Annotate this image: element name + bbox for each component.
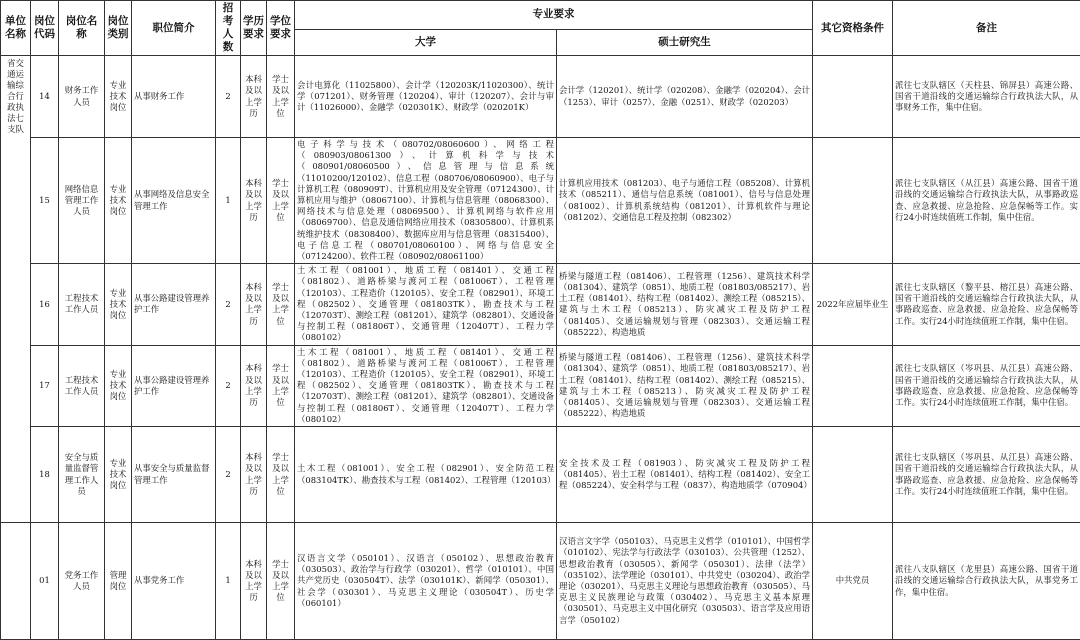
header-post-type: 岗位类别 [105,1,132,56]
undergrad-major-cell: 土木工程（081001）、地质工程（081401）、交通工程（081802）、道路桥梁与渡河工程（081006T）、工程管理（120103）、工程造价（120105）、安全工程（082901）、环境工程（082502）、交通管理（081803TK）、勘查技术与工程（120703T）、测绘工程（081201）、建筑学（082801）、交通设备与控制工程（081806T）、交通管理（120407T）、工程力学（080102） [295,264,557,345]
recruit-count-cell: 2 [216,56,241,138]
post-code-cell: 14 [31,56,59,138]
post-name-cell: 网络信息管理工作人员 [59,138,105,264]
master-major-cell: 桥梁与隧道工程（081406）、工程管理（1256）、建筑技术科学（081304）、建筑学（0851）、地质工程（081803/085217）、岩土工程（081401）、结构工程（081402）、测绘工程（085215）、建筑与土木工程（085213）、防灾减灾工程及防护工程（081405）、交通运输规划与管理（082303）、交通运输工程（085222）、构造地质 [557,264,813,345]
header-major-requirements: 专业要求 [295,1,813,30]
post-type-cell: 专业技术岗位 [105,264,132,345]
degree-cell: 学士及以上学位 [267,345,295,426]
education-cell: 本科及以上学历 [241,264,267,345]
header-post-code: 岗位代码 [31,1,59,56]
post-code-cell: 17 [31,345,59,426]
degree-cell: 学士及以上学位 [267,56,295,138]
other-qualification-cell [813,345,893,426]
degree-cell: 学士及以上学位 [267,264,295,345]
remarks-cell: 派往七支队辖区（从江县）高速公路、国省干道沿线的交通运输综合行政执法大队，从事路政巡查、应急救援、应急抢险、应急保畅等工作。实行24小时连续值班工作制，集中住宿。 [893,138,1080,264]
education-cell: 本科及以上学历 [241,427,267,523]
recruit-count-cell: 2 [216,345,241,426]
post-type-cell: 专业技术岗位 [105,56,132,138]
header-row-1 [1,1,1080,30]
degree-cell: 学士及以上学位 [267,138,295,264]
post-type-cell: 管理岗位 [105,523,132,640]
header-post-name: 岗位名称 [59,1,105,56]
header-unit-name: 单位名称 [1,1,31,56]
post-code-cell: 01 [31,523,59,640]
post-type-cell: 专业技术岗位 [105,138,132,264]
table-row [1,264,1080,345]
other-qualification-cell [813,56,893,138]
header-recruit-count: 招考人数 [216,1,241,56]
unit-name-cell: 省交通运输综合行政执法七支队 [1,56,31,523]
education-cell: 本科及以上学历 [241,56,267,138]
header-other-qualifications: 其它资格条件 [813,1,893,56]
other-qualification-cell: 2022年应届毕业生 [813,264,893,345]
header-degree: 学位要求 [267,1,295,56]
education-cell: 本科及以上学历 [241,138,267,264]
table-row [1,345,1080,426]
post-intro-cell: 从事财务工作 [132,56,216,138]
post-intro-cell: 从事安全与质量监督管理工作 [132,427,216,523]
recruit-count-cell: 1 [216,523,241,640]
table-row [1,523,1080,640]
post-name-cell: 安全与质量监督管理工作人员 [59,427,105,523]
post-intro-cell: 从事公路建设管理养护工作 [132,345,216,426]
remarks-cell: 派往七支队辖区（黎平县、榕江县）高速公路、国省干道沿线的交通运输综合行政执法大队，从事路政巡查、应急救援、应急抢险、应急保畅等工作。实行24小时连续值班工作制，集中住宿。 [893,264,1080,345]
post-name-cell: 财务工作人员 [59,56,105,138]
post-type-cell: 专业技术岗位 [105,345,132,426]
education-cell: 本科及以上学历 [241,345,267,426]
undergrad-major-cell: 土木工程（081001）、安全工程（082901）、安全防范工程（083104TK）、勘查技术与工程（081402）、工程管理（120103） [295,427,557,523]
undergrad-major-cell: 土木工程（081001）、地质工程（081401）、交通工程（081802）、道路桥梁与渡河工程（081006T）、工程管理（120103）、工程造价（120105）、安全工程（082901）、环境工程（082502）、交通管理（081803TK）、勘查技术与工程（120703T）、测绘工程（081201）、建筑学（082801）、交通设备与控制工程（081806T）、交通管理（120407T）、工程力学（080102） [295,345,557,426]
header-remarks: 备注 [893,1,1080,56]
post-type-cell: 专业技术岗位 [105,427,132,523]
master-major-cell: 桥梁与隧道工程（081406）、工程管理（1256）、建筑技术科学（081304）、建筑学（0851）、地质工程（081803/085217）、岩土工程（081401）、结构工程（081402）、测绘工程（085215）、建筑与土木工程（085213）、防灾减灾工程及防护工程（081405）、交通运输规划与管理（082303）、交通运输工程（085222）、构造地质 [557,345,813,426]
post-name-cell: 工程技术工作人员 [59,264,105,345]
post-name-cell: 党务工作人员 [59,523,105,640]
table-row [1,427,1080,523]
undergrad-major-cell: 汉语言文学（050101）、汉语言（050102）、思想政治教育（030503）、政治学与行政学（030201）、哲学（010101）、中国共产党历史（030504T）、法学（030101K）、新闻学（050301）、社会学（030301）、马克思主义理论（030504T）、历史学（060101） [295,523,557,640]
master-major-cell: 会计学（120201）、统计学（020208）、金融学（020204）、会计（1253）、审计（0257）、金融（0251）、财政学（020203） [557,56,813,138]
other-qualification-cell [813,427,893,523]
master-major-cell: 安全技术及工程（081903）、防灾减灾工程及防护工程（081405）、岩土工程（081401）、结构工程（081402）、安全工程（085224）、安全科学与工程（0837）、构造地质学（070904） [557,427,813,523]
degree-cell: 学士及以上学位 [267,523,295,640]
remarks-cell: 派往七支队辖区（天柱县、锦屏县）高速公路、国省干道沿线的交通运输综合行政执法大队，从事财务工作，集中住宿。 [893,56,1080,138]
header-undergrad: 大学 [295,29,557,55]
degree-cell: 学士及以上学位 [267,427,295,523]
post-intro-cell: 从事公路建设管理养护工作 [132,264,216,345]
recruit-count-cell: 2 [216,264,241,345]
other-qualification-cell [813,138,893,264]
header-education: 学历要求 [241,1,267,56]
post-name-cell: 工程技术工作人员 [59,345,105,426]
post-intro-cell: 从事网络及信息安全管理工作 [132,138,216,264]
post-code-cell: 15 [31,138,59,264]
recruit-count-cell: 2 [216,427,241,523]
table-row [1,56,1080,138]
post-intro-cell: 从事党务工作 [132,523,216,640]
remarks-cell: 派往八支队辖区（龙里县）高速公路、国省干道沿线的交通运输综合行政执法大队，从事党务工作，集中住宿。 [893,523,1080,640]
unit-name-cell-blank [1,523,31,640]
undergrad-major-cell: 电子科学与技术（080702/08060600）、网络工程（080903/08061300）、计算机科学与技术（080901/08060500）、信息管理与信息系统（11010200/120102）、信息工程（080706/08060900）、电子与计算机工程（080909T）、计算机应用及安全管理（07124300）、计算机应用与维护（08067100）、计算机与信息管理（08068300）、网络技术与信息处理（08069500）、计算机网络与软件应用（08069700）、信息及通信网络应用技术（08305800）、计算机系统维护技术（08308400）、数据库应用与信息管理（08315400）、电子信息工程（080701/08060100）、网络与信息安全（07124200）、软件工程（080902/08061100） [295,138,557,264]
master-major-cell: 计算机应用技术（081203）、电子与通信工程（085208）、计算机技术（085211）、通信与信息系统（081001）、信号与信息处理（081002）、计算机系统结构（081201）、计算机软件与理论（081202）、交通信息工程及控制（082302） [557,138,813,264]
remarks-cell: 派往七支队辖区（岑巩县、从江县）高速公路、国省干道沿线的交通运输综合行政执法大队，从事路政巡查、应急救援、应急抢险、应急保畅等工作。实行24小时连续值班工作制，集中住宿。 [893,345,1080,426]
undergrad-major-cell: 会计电算化（11025800）、会计学（120203K/11020300）、统计学（071201）、财务管理（120204）、审计（120207）、会计与审计（11026000）、金融学（020301K）、财政学（020201K） [295,56,557,138]
recruit-count-cell: 1 [216,138,241,264]
header-post-intro: 职位简介 [132,1,216,56]
remarks-cell: 派往七支队辖区（岑巩县、从江县）高速公路、国省干道沿线的交通运输综合行政执法大队，从事路政巡查、应急救援、应急抢险、应急保畅等工作。实行24小时连续值班工作制，集中住宿。 [893,427,1080,523]
table-row [1,138,1080,264]
master-major-cell: 汉语言文字学（050103）、马克思主义哲学（010101）、中国哲学（010102）、宪法学与行政法学（030103）、公共管理（1252）、思想政治教育（030505）、新闻学（050301）、法律（法学）（035102）、法学理论（030101）、中共党史（030204）、政治学理论（030201）、马克思主义理论与思想政治教育（030505）、马克思主义民族理论与政策（030402）、马克思主义基本原理（030501）、马克思主义中国化研究（030503）、语言学及应用语言学（050102） [557,523,813,640]
other-qualification-cell: 中共党员 [813,523,893,640]
header-master: 硕士研究生 [557,29,813,55]
post-code-cell: 18 [31,427,59,523]
education-cell: 本科及以上学历 [241,523,267,640]
post-code-cell: 16 [31,264,59,345]
